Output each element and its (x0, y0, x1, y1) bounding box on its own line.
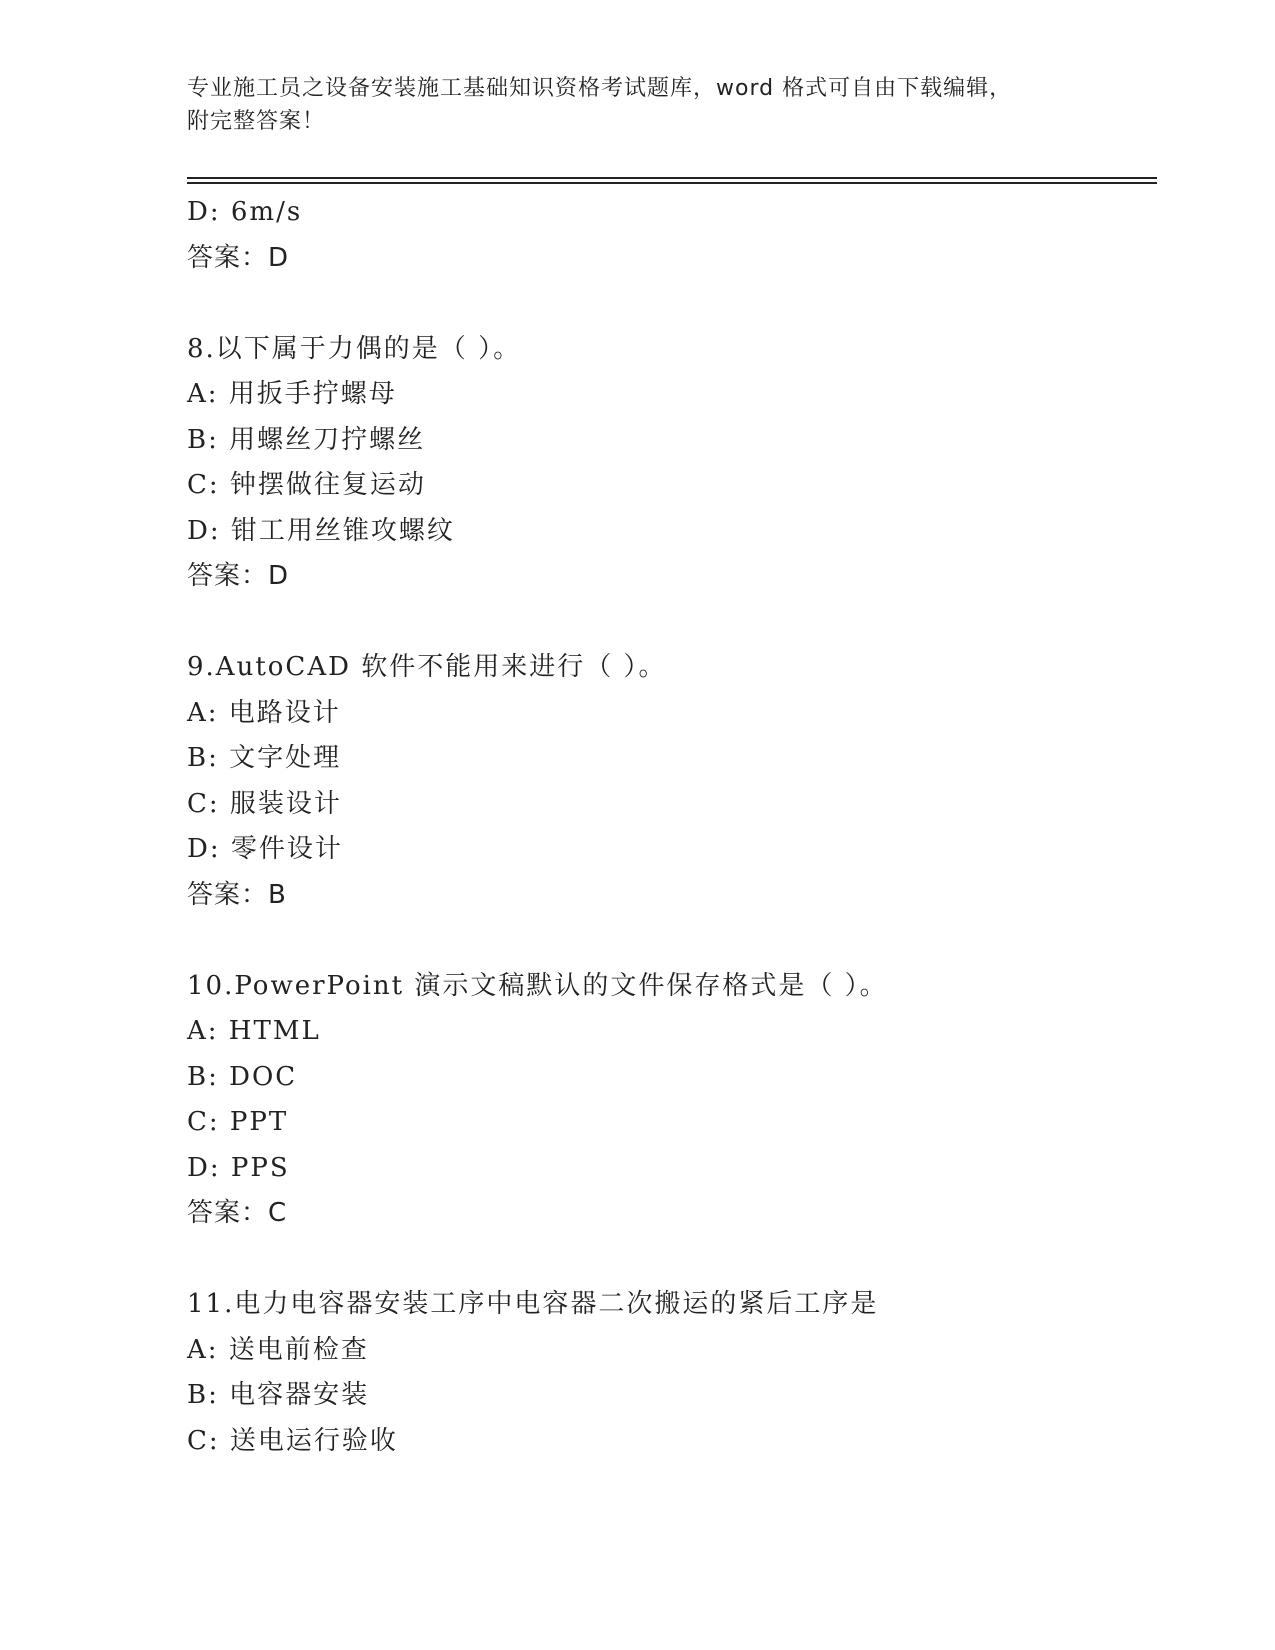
answer: 答案：C (187, 1198, 288, 1228)
option-a: A: 送电前检查 (187, 1334, 369, 1365)
option-d: D: 钳工用丝锥攻螺纹 (187, 515, 455, 546)
answer: 答案：B (187, 879, 287, 910)
spacer (187, 281, 1157, 327)
option-b: B: 用螺丝刀拧螺丝 (187, 424, 426, 455)
option-b: B: DOC (187, 1061, 298, 1092)
question-8 (187, 327, 1157, 600)
option-a: A: 用扳手拧螺母 (187, 379, 397, 409)
document-header (187, 72, 1087, 138)
header-line-2: 附完整答案！ (187, 109, 326, 134)
option-c: C: PPT (187, 1107, 289, 1137)
prev-answer: 答案：D (187, 242, 290, 273)
question-text: 8.以下属于力偶的是（ ）。 (187, 333, 522, 364)
question-text: 9.AutoCAD 软件不能用来进行（ ）。 (187, 652, 667, 682)
spacer (187, 1237, 1157, 1283)
option-c: C: 钟摆做往复运动 (187, 470, 426, 500)
option-c: C: 服装设计 (187, 788, 342, 819)
question-content (187, 190, 1157, 1464)
question-9 (187, 645, 1157, 918)
spacer (187, 918, 1157, 964)
header-rule-top (187, 177, 1157, 179)
question-11 (187, 1282, 1157, 1464)
option-a: A: 电路设计 (187, 697, 341, 728)
question-text: 10.PowerPoint 演示文稿默认的文件保存格式是（ ）。 (187, 970, 888, 1001)
option-a: A: HTML (187, 1016, 321, 1046)
spacer (187, 600, 1157, 646)
header-line-1: 专业施工员之设备安装施工基础知识资格考试题库，word 格式可自由下载编辑， (187, 76, 1013, 101)
header-rule-bottom (187, 182, 1157, 184)
question-10 (187, 964, 1157, 1237)
option-d: D: PPS (187, 1152, 290, 1183)
option-b: B: 文字处理 (187, 743, 342, 773)
question-text: 11.电力电容器安装工序中电容器二次搬运的紧后工序是 (187, 1289, 879, 1319)
option-b: B: 电容器安装 (187, 1380, 370, 1410)
answer: 答案：D (187, 561, 290, 591)
prev-option-d: D: 6m/s (187, 197, 303, 227)
option-d: D: 零件设计 (187, 834, 343, 864)
option-c: C: 送电运行验收 (187, 1425, 398, 1456)
